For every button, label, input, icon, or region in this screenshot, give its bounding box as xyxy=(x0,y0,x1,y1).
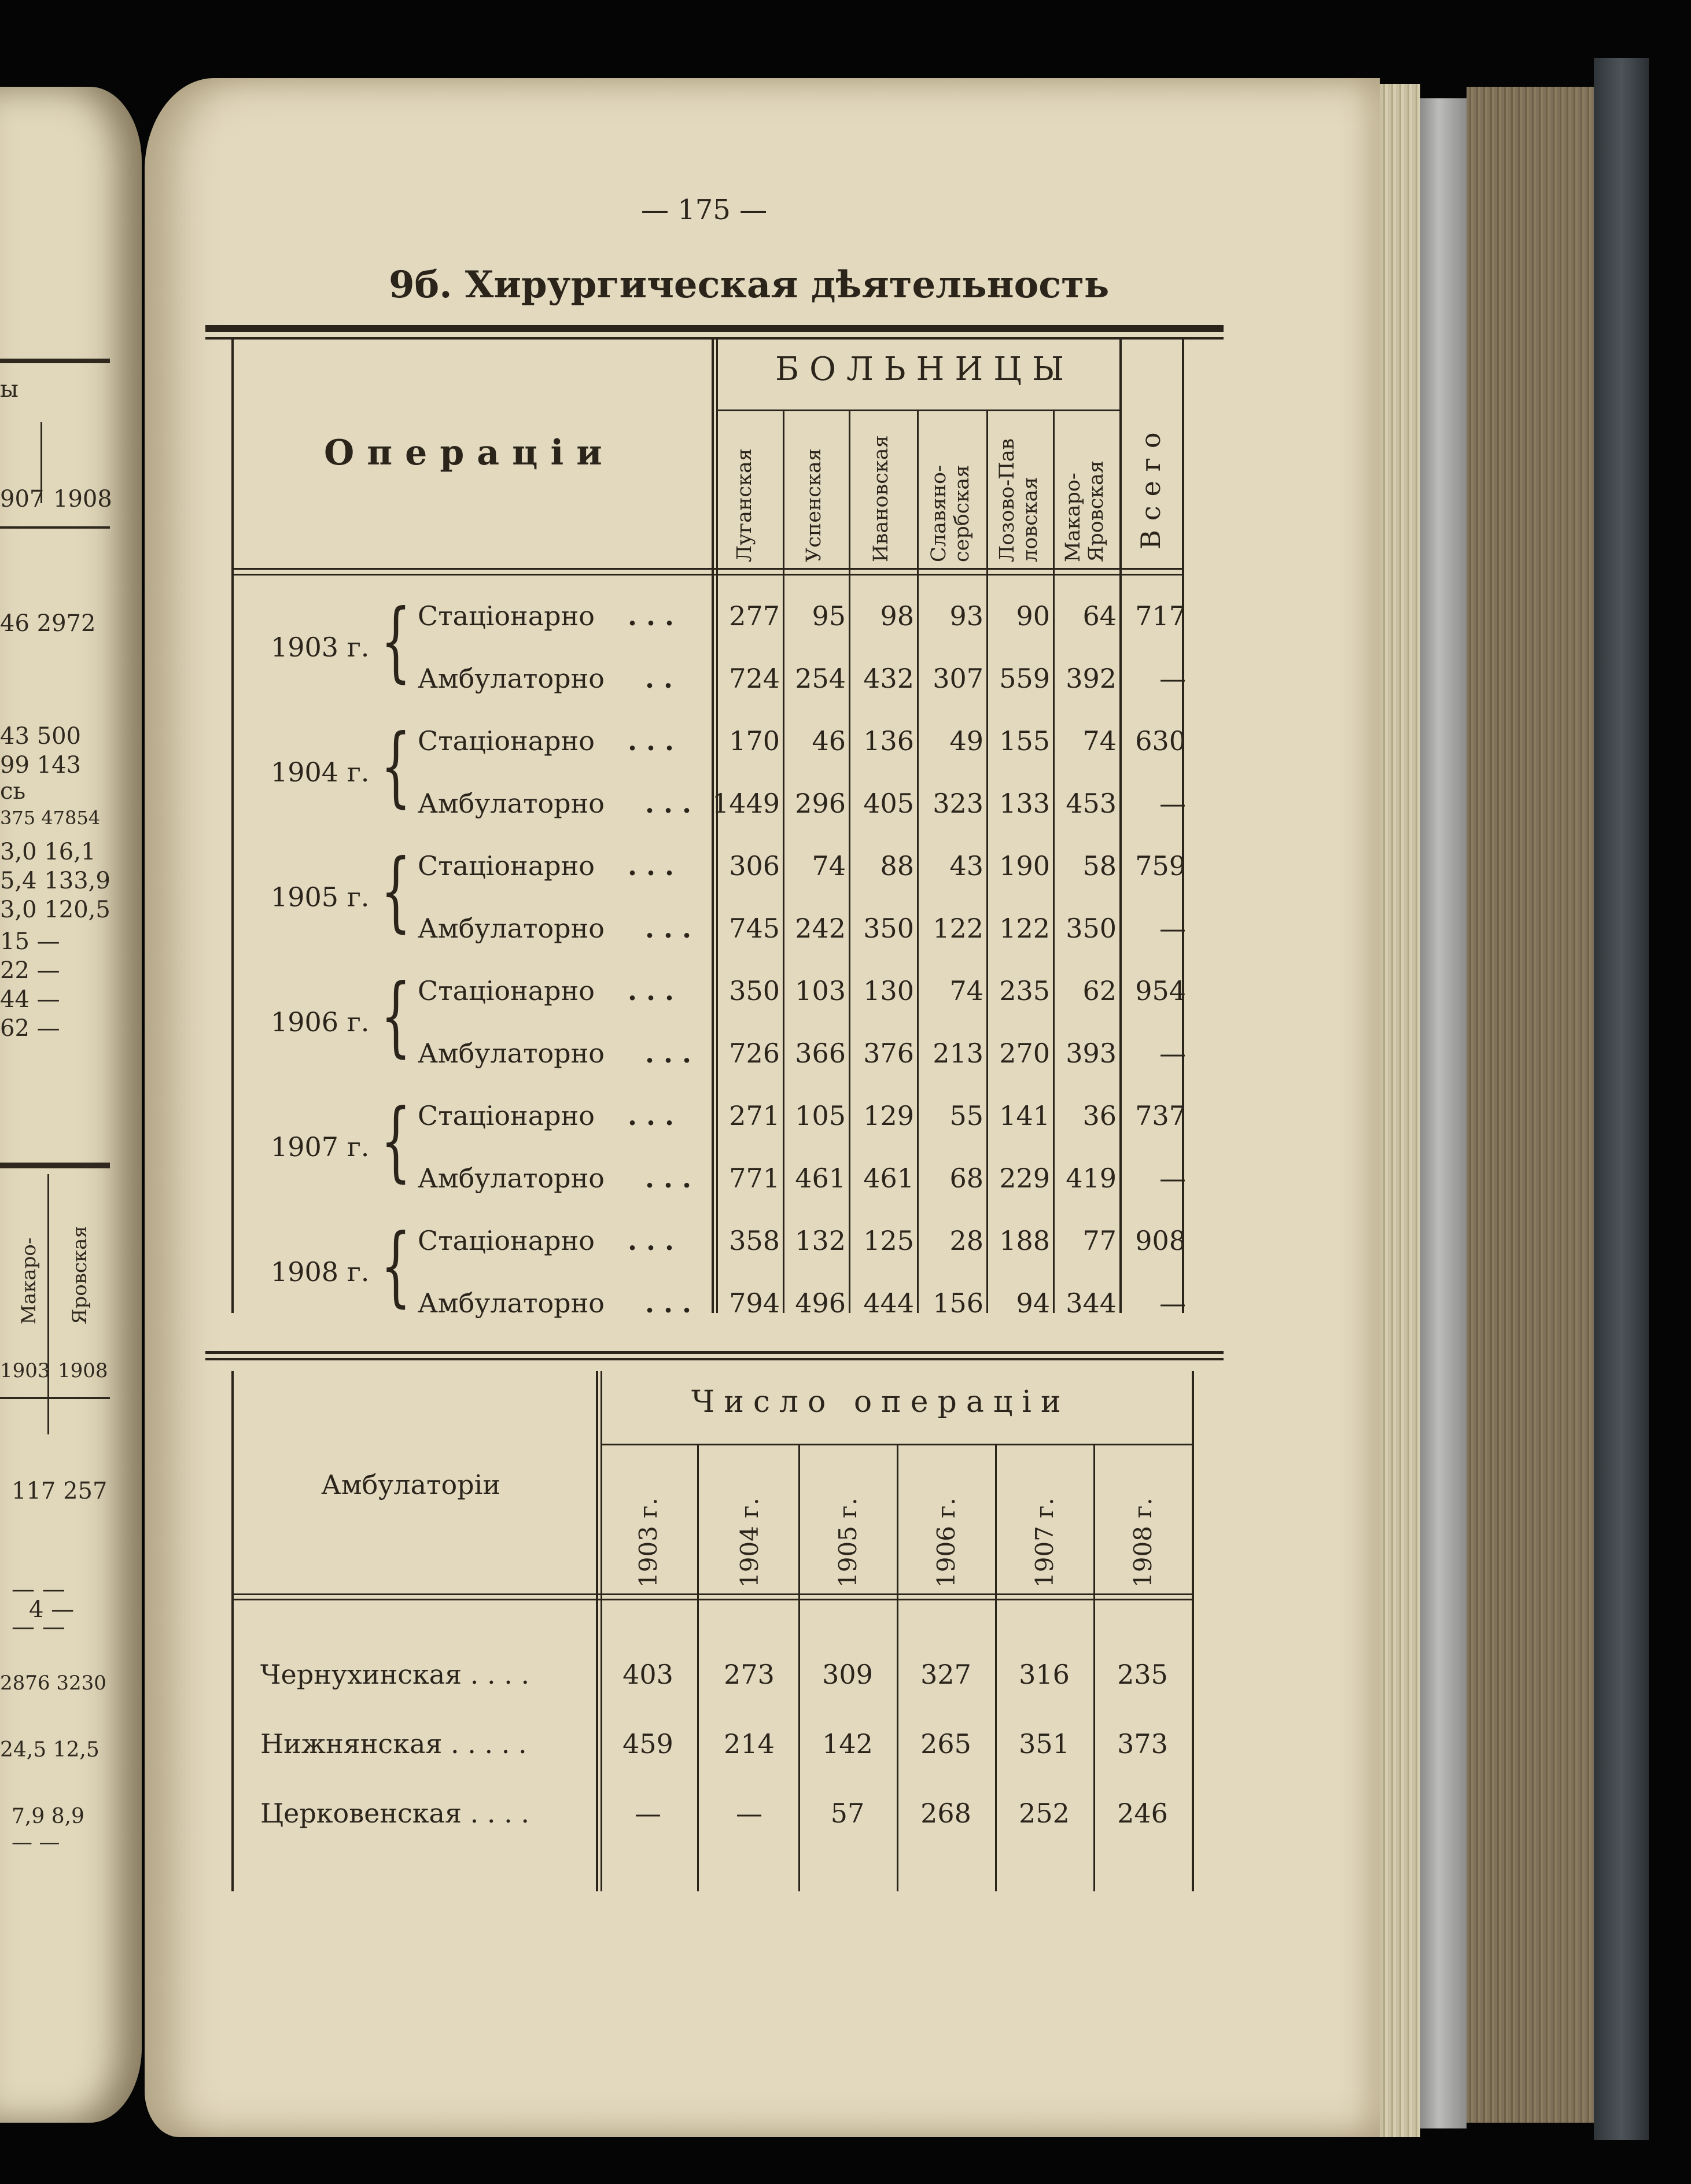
column-header: Луганская xyxy=(733,448,756,562)
table-cell: 235 xyxy=(1117,1659,1168,1690)
table-cell: 64 xyxy=(1082,600,1117,632)
page-edges xyxy=(1380,84,1420,2137)
row-label: Церковенская . . . . xyxy=(260,1798,529,1829)
row-label: Амбулаторно xyxy=(418,663,605,694)
row-dots: . . . xyxy=(628,975,675,1006)
lp-line: 117 257 xyxy=(12,1478,108,1504)
lp-header-fragment: ы xyxy=(0,376,19,403)
year-label: 1906 г. xyxy=(271,1006,370,1038)
row-label: Амбулаторно xyxy=(418,1287,605,1319)
row-label: Стаціонарно xyxy=(418,975,595,1006)
table-cell: 277 xyxy=(729,600,780,632)
total-cell: — xyxy=(1159,913,1186,944)
table-cell: 444 xyxy=(863,1287,914,1319)
total-header: Всего xyxy=(1135,423,1166,549)
row-dots: . . . xyxy=(645,1163,692,1194)
table-cell: 93 xyxy=(949,600,983,632)
column-header: сербская xyxy=(951,464,974,562)
lp-col-header: Макаро- xyxy=(17,1237,40,1325)
table-cell: 461 xyxy=(863,1163,914,1194)
total-cell: 908 xyxy=(1135,1225,1186,1256)
table-cell: 351 xyxy=(1019,1728,1070,1759)
table-cell: 55 xyxy=(949,1100,983,1131)
lp-line: 7,9 8,9 xyxy=(12,1805,84,1828)
table-cell: 254 xyxy=(795,663,846,694)
lp-col-header: Яровская xyxy=(68,1226,91,1325)
year-label: 1907 г. xyxy=(271,1131,370,1163)
table-cell: 459 xyxy=(622,1728,673,1759)
row-dots: . . . xyxy=(645,913,692,944)
table-cell: 142 xyxy=(822,1728,873,1759)
table-cell: 68 xyxy=(949,1163,983,1194)
brace: { xyxy=(381,1216,411,1316)
total-cell: — xyxy=(1159,663,1186,694)
table-cell: 88 xyxy=(880,850,914,881)
row-label: Амбулаторно xyxy=(418,913,605,944)
table-cell: 43 xyxy=(949,850,983,881)
lp-year-1908: 1908 xyxy=(53,486,112,512)
table-cell: 271 xyxy=(729,1100,780,1131)
table-cell: 270 xyxy=(999,1038,1050,1069)
total-cell: — xyxy=(1159,788,1186,819)
table-cell: 46 xyxy=(812,725,846,757)
row-label: Нижнянская . . . . . xyxy=(260,1728,527,1759)
column-header: Ивановская xyxy=(870,435,893,562)
group-header: БОЛЬНИЦЫ xyxy=(775,351,1075,388)
brace: { xyxy=(381,841,411,942)
total-cell: — xyxy=(1159,1163,1186,1194)
lp-line: 375 47854 xyxy=(0,807,101,829)
table-cell: 74 xyxy=(1082,725,1117,757)
table-cell: 323 xyxy=(933,788,983,819)
table-cell: 122 xyxy=(933,913,983,944)
lp-line: 99 143 xyxy=(0,752,81,779)
table-cell: 74 xyxy=(949,975,983,1006)
table-cell: 95 xyxy=(812,600,846,632)
table-cell: 432 xyxy=(863,663,914,694)
table-cell: 252 xyxy=(1019,1798,1070,1829)
table-cell: 376 xyxy=(863,1038,914,1069)
table-cell: 403 xyxy=(622,1659,673,1690)
table-cell: 94 xyxy=(1016,1287,1050,1319)
lp-year: 1908 xyxy=(58,1359,108,1382)
column-header: 1908 г. xyxy=(1129,1497,1157,1588)
row-label: Стаціонарно xyxy=(418,725,595,757)
section-title: 9б. Хирургическая дѣятельность xyxy=(389,263,1110,307)
lp-line: — — xyxy=(12,1831,60,1854)
table-cell: 358 xyxy=(729,1225,780,1256)
table-cell: 57 xyxy=(830,1798,865,1829)
total-cell: 630 xyxy=(1135,725,1186,757)
table-cell: 309 xyxy=(822,1659,873,1690)
table-cell: 58 xyxy=(1082,850,1117,881)
table-cell: 235 xyxy=(999,975,1050,1006)
lp-line: 44 — xyxy=(0,986,60,1013)
brace: { xyxy=(381,1091,411,1191)
table-cell: 170 xyxy=(729,725,780,757)
table-cell: 132 xyxy=(795,1225,846,1256)
table-cell: 724 xyxy=(729,663,780,694)
row-label: Стаціонарно xyxy=(418,1100,595,1131)
lp-line: 46 2972 xyxy=(0,610,96,637)
table-cell: 273 xyxy=(724,1659,775,1690)
table-cell: 129 xyxy=(863,1100,914,1131)
table-cell: 105 xyxy=(795,1100,846,1131)
column-header: Успенская xyxy=(802,448,826,562)
table-cell: 229 xyxy=(999,1163,1050,1194)
page-number: — 175 — xyxy=(641,194,768,226)
column-header: 1907 г. xyxy=(1030,1497,1059,1588)
table-cell: 122 xyxy=(999,913,1050,944)
brace: { xyxy=(381,966,411,1067)
table-cell: 316 xyxy=(1019,1659,1070,1690)
table-cell: 36 xyxy=(1082,1100,1117,1131)
table-cell: 74 xyxy=(812,850,846,881)
total-cell: 954 xyxy=(1135,975,1186,1006)
table-cell: 133 xyxy=(999,788,1050,819)
total-cell: 759 xyxy=(1135,850,1186,881)
row-dots: . . . xyxy=(628,600,675,632)
group-header: Число операціи xyxy=(691,1385,1070,1419)
table-cell: 350 xyxy=(863,913,914,944)
lp-line: 62 — xyxy=(0,1015,60,1042)
table-cell: 496 xyxy=(795,1287,846,1319)
table-cell: 28 xyxy=(949,1225,983,1256)
lp-line: 3,0 120,5 xyxy=(0,897,110,923)
table-cell: 265 xyxy=(920,1728,971,1759)
row-label: Чернухинская . . . . xyxy=(260,1659,530,1690)
table-cell: 190 xyxy=(999,850,1050,881)
row-dots: . . . xyxy=(645,788,692,819)
table-cell: — xyxy=(635,1798,661,1829)
table-cell: 461 xyxy=(795,1163,846,1194)
lp-line: — — xyxy=(12,1614,65,1640)
row-dots: . . . xyxy=(628,850,675,881)
table-cell: 726 xyxy=(729,1038,780,1069)
row-label: Амбулаторно xyxy=(418,788,605,819)
table-cell: — xyxy=(736,1798,762,1829)
column-header: Макаро- xyxy=(1062,473,1085,562)
row-header: Амбулаторіи xyxy=(321,1469,500,1500)
row-dots: . . . xyxy=(645,1038,692,1069)
column-header: 1905 г. xyxy=(834,1497,862,1588)
row-label: Стаціонарно xyxy=(418,600,595,632)
table-cell: 794 xyxy=(729,1287,780,1319)
row-label: Амбулаторно xyxy=(418,1163,605,1194)
table-cell: 77 xyxy=(1082,1225,1117,1256)
total-cell: — xyxy=(1159,1287,1186,1319)
table-cell: 98 xyxy=(880,600,914,632)
table-cell: 246 xyxy=(1117,1798,1168,1829)
lp-line: 24,5 12,5 xyxy=(0,1738,100,1762)
row-dots: . . . xyxy=(645,1287,692,1319)
lp-line: — — xyxy=(12,1576,65,1603)
table-cell: 103 xyxy=(795,975,846,1006)
lp-line: сь xyxy=(0,778,26,805)
brace: { xyxy=(381,716,411,817)
column-header: Лозово-Пав xyxy=(996,438,1019,562)
row-dots: . . . xyxy=(628,1100,675,1131)
column-header: ловская xyxy=(1019,477,1042,562)
lp-line: 43 500 xyxy=(0,723,81,750)
column-header: 1903 г. xyxy=(634,1497,662,1588)
table-cell: 296 xyxy=(795,788,846,819)
year-label: 1903 г. xyxy=(271,632,370,663)
table-cell: 327 xyxy=(920,1659,971,1690)
row-dots: . . . xyxy=(628,725,675,757)
row-label: Стаціонарно xyxy=(418,1225,595,1256)
total-cell: 737 xyxy=(1135,1100,1186,1131)
table-cell: 136 xyxy=(863,725,914,757)
table-cell: 213 xyxy=(933,1038,983,1069)
table-cell: 745 xyxy=(729,913,780,944)
year-label: 1908 г. xyxy=(271,1256,370,1287)
lp-line: 5,4 133,9 xyxy=(0,868,110,894)
table-cell: 62 xyxy=(1082,975,1117,1006)
column-header: Славяно- xyxy=(927,465,951,562)
table-cell: 366 xyxy=(795,1038,846,1069)
book-cover xyxy=(1594,58,1649,2140)
row-header: Операціи xyxy=(324,433,615,473)
column-header: Яровская xyxy=(1085,460,1108,562)
table-cell: 90 xyxy=(1016,600,1050,632)
table-cell: 373 xyxy=(1117,1728,1168,1759)
table-cell: 155 xyxy=(999,725,1050,757)
table-cell: 125 xyxy=(863,1225,914,1256)
table-cell: 350 xyxy=(729,975,780,1006)
row-label: Амбулаторно xyxy=(418,1038,605,1069)
table-cell: 559 xyxy=(999,663,1050,694)
year-label: 1905 г. xyxy=(271,881,370,913)
table-cell: 771 xyxy=(729,1163,780,1194)
table-cell: 344 xyxy=(1066,1287,1117,1319)
table-cell: 393 xyxy=(1066,1038,1117,1069)
lp-line: 3,0 16,1 xyxy=(0,839,96,865)
table-cell: 453 xyxy=(1066,788,1117,819)
book-cover-edge xyxy=(1420,98,1467,2128)
table-cell: 306 xyxy=(729,850,780,881)
table-cell: 130 xyxy=(863,975,914,1006)
lp-line: 22 — xyxy=(0,957,60,984)
table-cell: 214 xyxy=(724,1728,775,1759)
table-cell: 405 xyxy=(863,788,914,819)
lp-line: 15 — xyxy=(0,928,60,955)
previous-page-fragment xyxy=(0,87,142,2123)
table-cell: 392 xyxy=(1066,663,1117,694)
lp-line: 2876 3230 xyxy=(0,1672,106,1695)
lp-line: 4 — xyxy=(29,1596,75,1623)
table-cell: 156 xyxy=(933,1287,983,1319)
table-cell: 419 xyxy=(1066,1163,1117,1194)
year-label: 1904 г. xyxy=(271,757,370,788)
total-cell: — xyxy=(1159,1038,1186,1069)
table-cell: 49 xyxy=(949,725,983,757)
row-dots: . . . xyxy=(628,1225,675,1256)
table-cell: 268 xyxy=(920,1798,971,1829)
table-cell: 242 xyxy=(795,913,846,944)
table-cell: 141 xyxy=(999,1100,1050,1131)
lp-year-907: 907 xyxy=(0,486,45,512)
column-header: 1906 г. xyxy=(932,1497,960,1588)
row-label: Стаціонарно xyxy=(418,850,595,881)
table-cell: 188 xyxy=(999,1225,1050,1256)
table-cell: 350 xyxy=(1066,913,1117,944)
brace: { xyxy=(381,591,411,692)
row-dots: . . xyxy=(645,663,673,694)
page-block xyxy=(1467,87,1594,2123)
table-cell: 1449 xyxy=(712,788,780,819)
total-cell: 717 xyxy=(1135,600,1186,632)
column-header: 1904 г. xyxy=(735,1497,764,1588)
table-cell: 307 xyxy=(933,663,983,694)
lp-year: 1903 xyxy=(0,1359,50,1382)
